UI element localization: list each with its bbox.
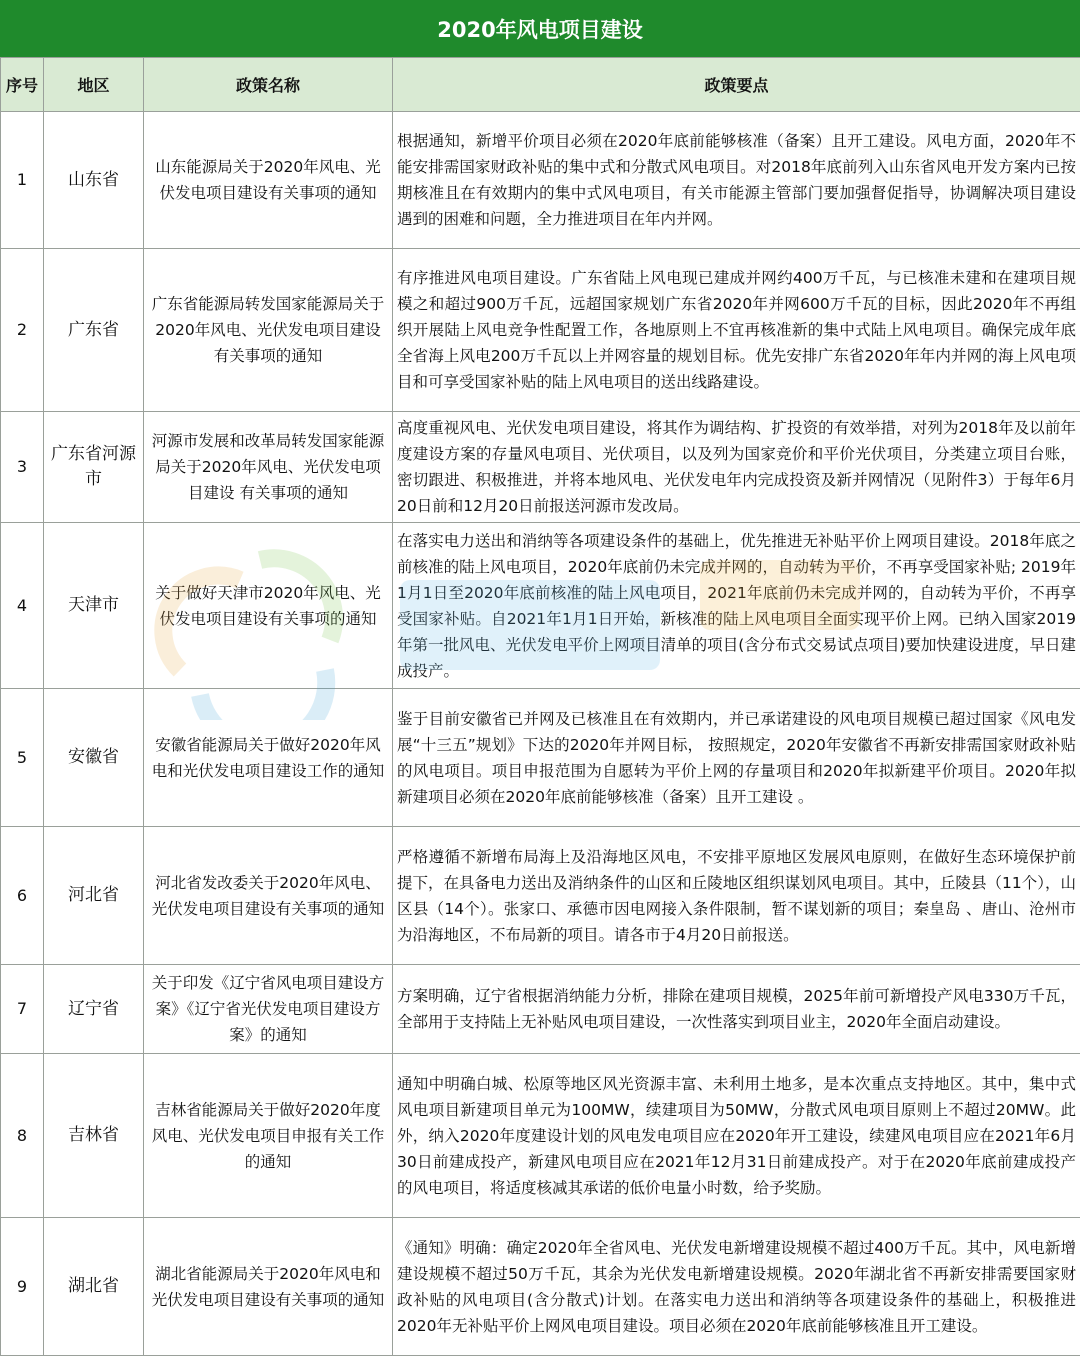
row-region: 辽宁省 (44, 965, 144, 1054)
row-region: 广东省河源市 (44, 412, 144, 523)
row-points: 鉴于目前安徽省已并网及已核准且在有效期内，并已承诺建设的风电项目规模已超过国家《风电发展“十三五”规划》下达的2020年并网目标， 按照规定，2020年安徽省不再新安排需国家财政补贴的风电项目。项目申报范围为自愿转为平价上网的存量项目和2020年拟新建平价项目。2020年拟新建项目必须在2020年底前能够核准（备案）且开工建设 。 (393, 689, 1080, 827)
header-points: 政策要点 (393, 58, 1080, 112)
table-row (1, 827, 1080, 965)
row-no: 9 (1, 1218, 44, 1356)
row-points: 方案明确，辽宁省根据消纳能力分析，排除在建项目规模，2025年前可新增投产风电330万千瓦，全部用于支持陆上无补贴风电项目建设，一次性落实到项目业主，2020年全面启动建设。 (393, 965, 1080, 1054)
row-no: 5 (1, 689, 44, 827)
table-row (1, 1218, 1080, 1356)
table-row (1, 1054, 1080, 1218)
row-policy: 河源市发展和改革局转发国家能源局关于2020年风电、光伏发电项目建设 有关事项的通知 (144, 412, 393, 523)
row-no: 4 (1, 523, 44, 689)
row-region: 湖北省 (44, 1218, 144, 1356)
row-points: 有序推进风电项目建设。广东省陆上风电现已建成并网约400万千瓦，与已核准未建和在建项目规模之和超过900万千瓦，远超国家规划广东省2020年并网600万千瓦的目标，因此2020年不再组织开展陆上风电竞争性配置工作，各地原则上不宜再核准新的集中式陆上风电项目。确保完成年底全省海上风电200万千瓦以上并网容量的规划目标。优先安排广东省2020年年内并网的海上风电项目和可享受国家补贴的陆上风电项目的送出线路建设。 (393, 249, 1080, 412)
row-points: 通知中明确白城、松原等地区风光资源丰富、未利用土地多，是本次重点支持地区。其中，集中式风电项目新建项目单元为100MW，续建项目为50MW，分散式风电项目原则上不超过20MW。此外，纳入2020年度建设计划的风电发电项目应在2020年开工建设，续建风电项目应在2021年6月30日前建成投产，新建风电项目应在2021年12月31日前建成投产。对于在2020年底前建成投产的风电项目，将适度核减其承诺的低价电量小时数，给予奖励。 (393, 1054, 1080, 1218)
row-no: 1 (1, 112, 44, 249)
row-no: 6 (1, 827, 44, 965)
header-row (1, 58, 1080, 112)
row-policy: 山东能源局关于2020年风电、光伏发电项目建设有关事项的通知 (144, 112, 393, 249)
table-title: 2020年风电项目建设 (0, 0, 1080, 57)
row-points: 《通知》明确：确定2020年全省风电、光伏发电新增建设规模不超过400万千瓦。其中，风电新增建设规模不超过50万千瓦，其余为光伏发电新增建设规模。2020年湖北省不再新安排需要国家财政补贴的风电项目(含分散式)计划。在落实电力送出和消纳等各项建设条件的基础上，积极推进2020年无补贴平价上网风电项目建设。项目必须在2020年底前能够核准且开工建设。 (393, 1218, 1080, 1356)
table-row (1, 412, 1080, 523)
table-row (1, 249, 1080, 412)
row-policy: 关于做好天津市2020年风电、光伏发电项目建设有关事项的通知 (144, 523, 393, 689)
row-points: 高度重视风电、光伏发电项目建设，将其作为调结构、扩投资的有效举措，对列为2018年及以前年度建设方案的存量风电项目、光伏项目，以及列为国家竞价和平价光伏项目，分类建立项目台账，密切跟进、积极推进，并将本地风电、光伏发电年内完成投资及新并网情况（见附件3）于每年6月20日前和12月20日前报送河源市发改局。 (393, 412, 1080, 523)
row-points: 严格遵循不新增布局海上及沿海地区风电，不安排平原地区发展风电原则，在做好生态环境保护前提下，在具备电力送出及消纳条件的山区和丘陵地区组织谋划风电项目。其中，丘陵县（11个），山区县（14个）。张家口、承德市因电网接入条件限制，暂不谋划新的项目；秦皇岛 、唐山、沧州市为沿海地区，不布局新的项目。请各市于4月20日前报送。 (393, 827, 1080, 965)
row-no: 2 (1, 249, 44, 412)
row-policy: 关于印发《辽宁省风电项目建设方案》《辽宁省光伏发电项目建设方案》的通知 (144, 965, 393, 1054)
row-region: 河北省 (44, 827, 144, 965)
row-region: 吉林省 (44, 1054, 144, 1218)
table-row (1, 689, 1080, 827)
row-no: 3 (1, 412, 44, 523)
row-region: 山东省 (44, 112, 144, 249)
row-no: 8 (1, 1054, 44, 1218)
header-region: 地区 (44, 58, 144, 112)
row-policy: 湖北省能源局关于2020年风电和光伏发电项目建设有关事项的通知 (144, 1218, 393, 1356)
header-no: 序号 (1, 58, 44, 112)
table-row (1, 112, 1080, 249)
table-row (1, 965, 1080, 1054)
row-points: 根据通知，新增平价项目必须在2020年底前能够核准（备案）且开工建设。风电方面，2020年不能安排需国家财政补贴的集中式和分散式风电项目。对2018年底前列入山东省风电开发方案内已按期核准且在有效期内的集中式风电项目，有关市能源主管部门要加强督促指导，协调解决项目建设遇到的困难和问题，全力推进项目在年内并网。 (393, 112, 1080, 249)
row-region: 安徽省 (44, 689, 144, 827)
row-policy: 安徽省能源局关于做好2020年风电和光伏发电项目建设工作的通知 (144, 689, 393, 827)
row-no: 7 (1, 965, 44, 1054)
row-points: 在落实电力送出和消纳等各项建设条件的基础上，优先推进无补贴平价上网项目建设。2018年底之前核准的陆上风电项目，2020年底前仍未完成并网的，自动转为平价，不再享受国家补贴; 2019年1月1日至2020年底前核准的陆上风电项目，2021年底前仍未完成并网的，自动转为平价，不再享受国家补贴。自2021年1月1日开始，新核准的陆上风电项目全面实现平价上网。已纳入国家2019年第一批风电、光伏发电平价上网项目清单的项目(含分布式交易试点项目)要加快建设进度，早日建成投产。 (393, 523, 1080, 689)
row-region: 天津市 (44, 523, 144, 689)
header-policy: 政策名称 (144, 58, 393, 112)
policy-table (0, 57, 1080, 1356)
table-row (1, 523, 1080, 689)
row-policy: 吉林省能源局关于做好2020年度风电、光伏发电项目申报有关工作的通知 (144, 1054, 393, 1218)
row-policy: 河北省发改委关于2020年风电、光伏发电项目建设有关事项的通知 (144, 827, 393, 965)
row-region: 广东省 (44, 249, 144, 412)
row-policy: 广东省能源局转发国家能源局关于2020年风电、光伏发电项目建设有关事项的通知 (144, 249, 393, 412)
